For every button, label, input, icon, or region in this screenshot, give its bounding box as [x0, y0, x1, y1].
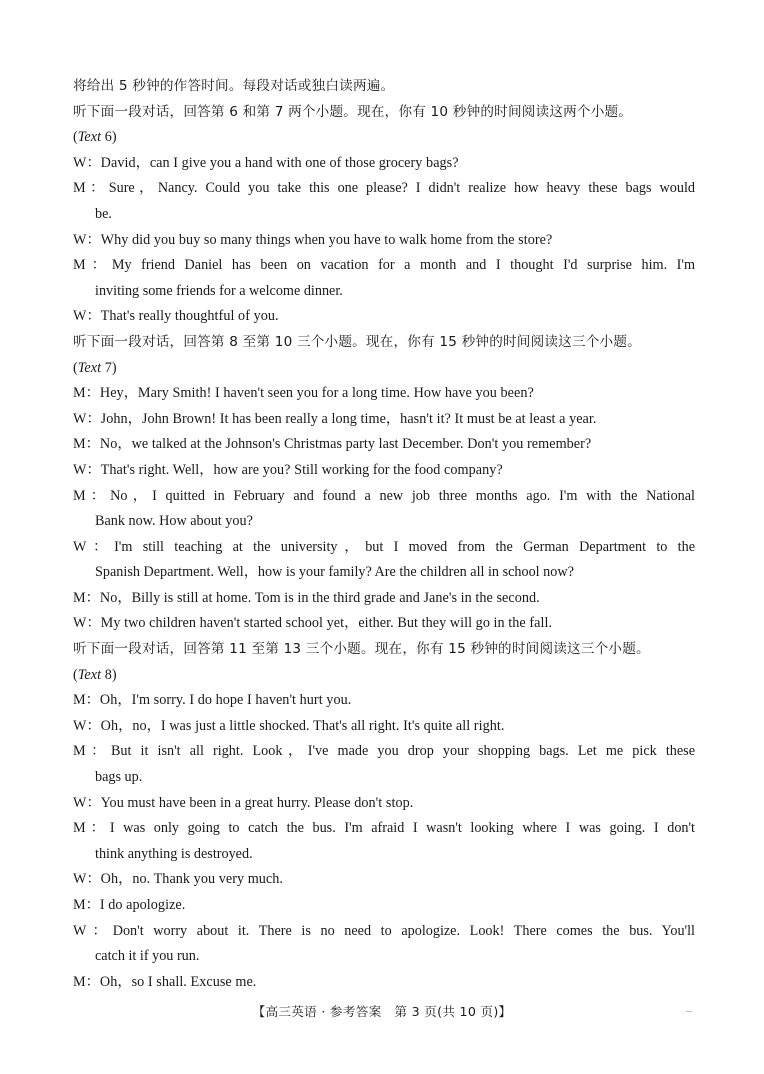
dialogue-line: M：My friend Daniel has been on vacation for a month and I thought I'd surprise him. I'm — [73, 257, 695, 274]
dialogue-line: W：Oh，no，I was just a little shocked. That's all right. It's quite all right. — [73, 717, 505, 734]
dialogue-line: W：Don't worry about it. There is no need to apologize. Look! There comes the bus. You'll — [73, 922, 695, 939]
dialogue-line: W：That's really thoughtful of you. — [73, 308, 279, 325]
dialogue-line: W：You must have been in a great hurry. Please don't stop. — [73, 794, 414, 811]
dialogue-turn — [73, 919, 695, 970]
dialogue-line: M：Oh，so I shall. Excuse me. — [73, 973, 257, 990]
dialogue-line-continued: bags up. — [95, 769, 143, 786]
text-7-label: (Text 7) — [73, 359, 117, 376]
page-footer: 【高三英语 · 参考答案 第 3 页(共 10 页)】 — [252, 1004, 512, 1019]
text-8-label: (Text 8) — [73, 666, 117, 683]
dialogue-line-continued: be. — [95, 205, 112, 222]
dialogue-line: W：My two children haven't started school yet，either. But they will go in the fall. — [73, 615, 553, 632]
dialogue-line: M：Oh，I'm sorry. I do hope I haven't hurt you. — [73, 692, 352, 709]
instruction-text8: 听下面一段对话，回答第 11 至第 13 三个小题。现在，你有 15 秒钟的时间阅读这三个小题。 — [73, 641, 650, 658]
dialogue-line: W：John，John Brown! It has been really a long time，hasn't it? It must be at least a year. — [73, 410, 597, 427]
dialogue-line: W：Oh，no. Thank you very much. — [73, 871, 284, 888]
corner-mark — [686, 1011, 692, 1012]
dialogue-line: M：No，I quitted in February and found a new job three months ago. I'm with the National — [73, 487, 695, 504]
dialogue-turn — [73, 535, 695, 586]
dialogue-turn — [73, 176, 695, 227]
dialogue-line: M：Sure，Nancy. Could you take this one please? I didn't realize how heavy these bags would — [73, 180, 695, 197]
text-6-label: (Text 6) — [73, 129, 117, 146]
dialogue-line-continued: think anything is destroyed. — [95, 845, 253, 862]
instruction-line: 将给出 5 秒钟的作答时间。每段对话或独白读两遍。 — [73, 78, 395, 94]
instruction-text7: 听下面一段对话，回答第 8 至第 10 三个小题。现在，你有 15 秒钟的时间阅读这三个小题。 — [73, 333, 641, 350]
dialogue-turn — [73, 816, 695, 867]
dialogue-line: M：Hey，Mary Smith! I haven't seen you for a long time. How have you been? — [73, 385, 534, 402]
dialogue-line-continued: Spanish Department. Well，how is your family? Are the children all in school now? — [95, 564, 574, 581]
dialogue-line: W：David，can I give you a hand with one of those grocery bags? — [73, 154, 459, 171]
dialogue-line-continued: Bank now. How about you? — [95, 513, 253, 530]
dialogue-line: W：Why did you buy so many things when you have to walk home from the store? — [73, 231, 553, 248]
document-body — [73, 74, 695, 995]
dialogue-line: W：That's right. Well，how are you? Still working for the food company? — [73, 461, 503, 478]
dialogue-line: M：But it isn't all right. Look，I've made you drop your shopping bags. Let me pick these — [73, 743, 695, 760]
dialogue-line: M：I do apologize. — [73, 897, 186, 913]
dialogue-line: M：I was only going to catch the bus. I'm afraid I wasn't looking where I was going. I don't — [73, 820, 695, 837]
dialogue-line-continued: catch it if you run. — [95, 948, 200, 965]
dialogue-line: M：No，Billy is still at home. Tom is in the third grade and Jane's in the second. — [73, 589, 540, 606]
dialogue-turn — [73, 253, 695, 304]
dialogue-line: M：No，we talked at the Johnson's Christmas party last December. Don't you remember? — [73, 436, 592, 453]
dialogue-line: W：I'm still teaching at the university，but I moved from the German Department to the — [73, 538, 695, 555]
dialogue-turn — [73, 739, 695, 790]
dialogue-line-continued: inviting some friends for a welcome dinner. — [95, 282, 343, 299]
instruction-text6: 听下面一段对话，回答第 6 和第 7 两个小题。现在，你有 10 秒钟的时间阅读这两个小题。 — [73, 103, 633, 120]
dialogue-turn — [73, 484, 695, 535]
